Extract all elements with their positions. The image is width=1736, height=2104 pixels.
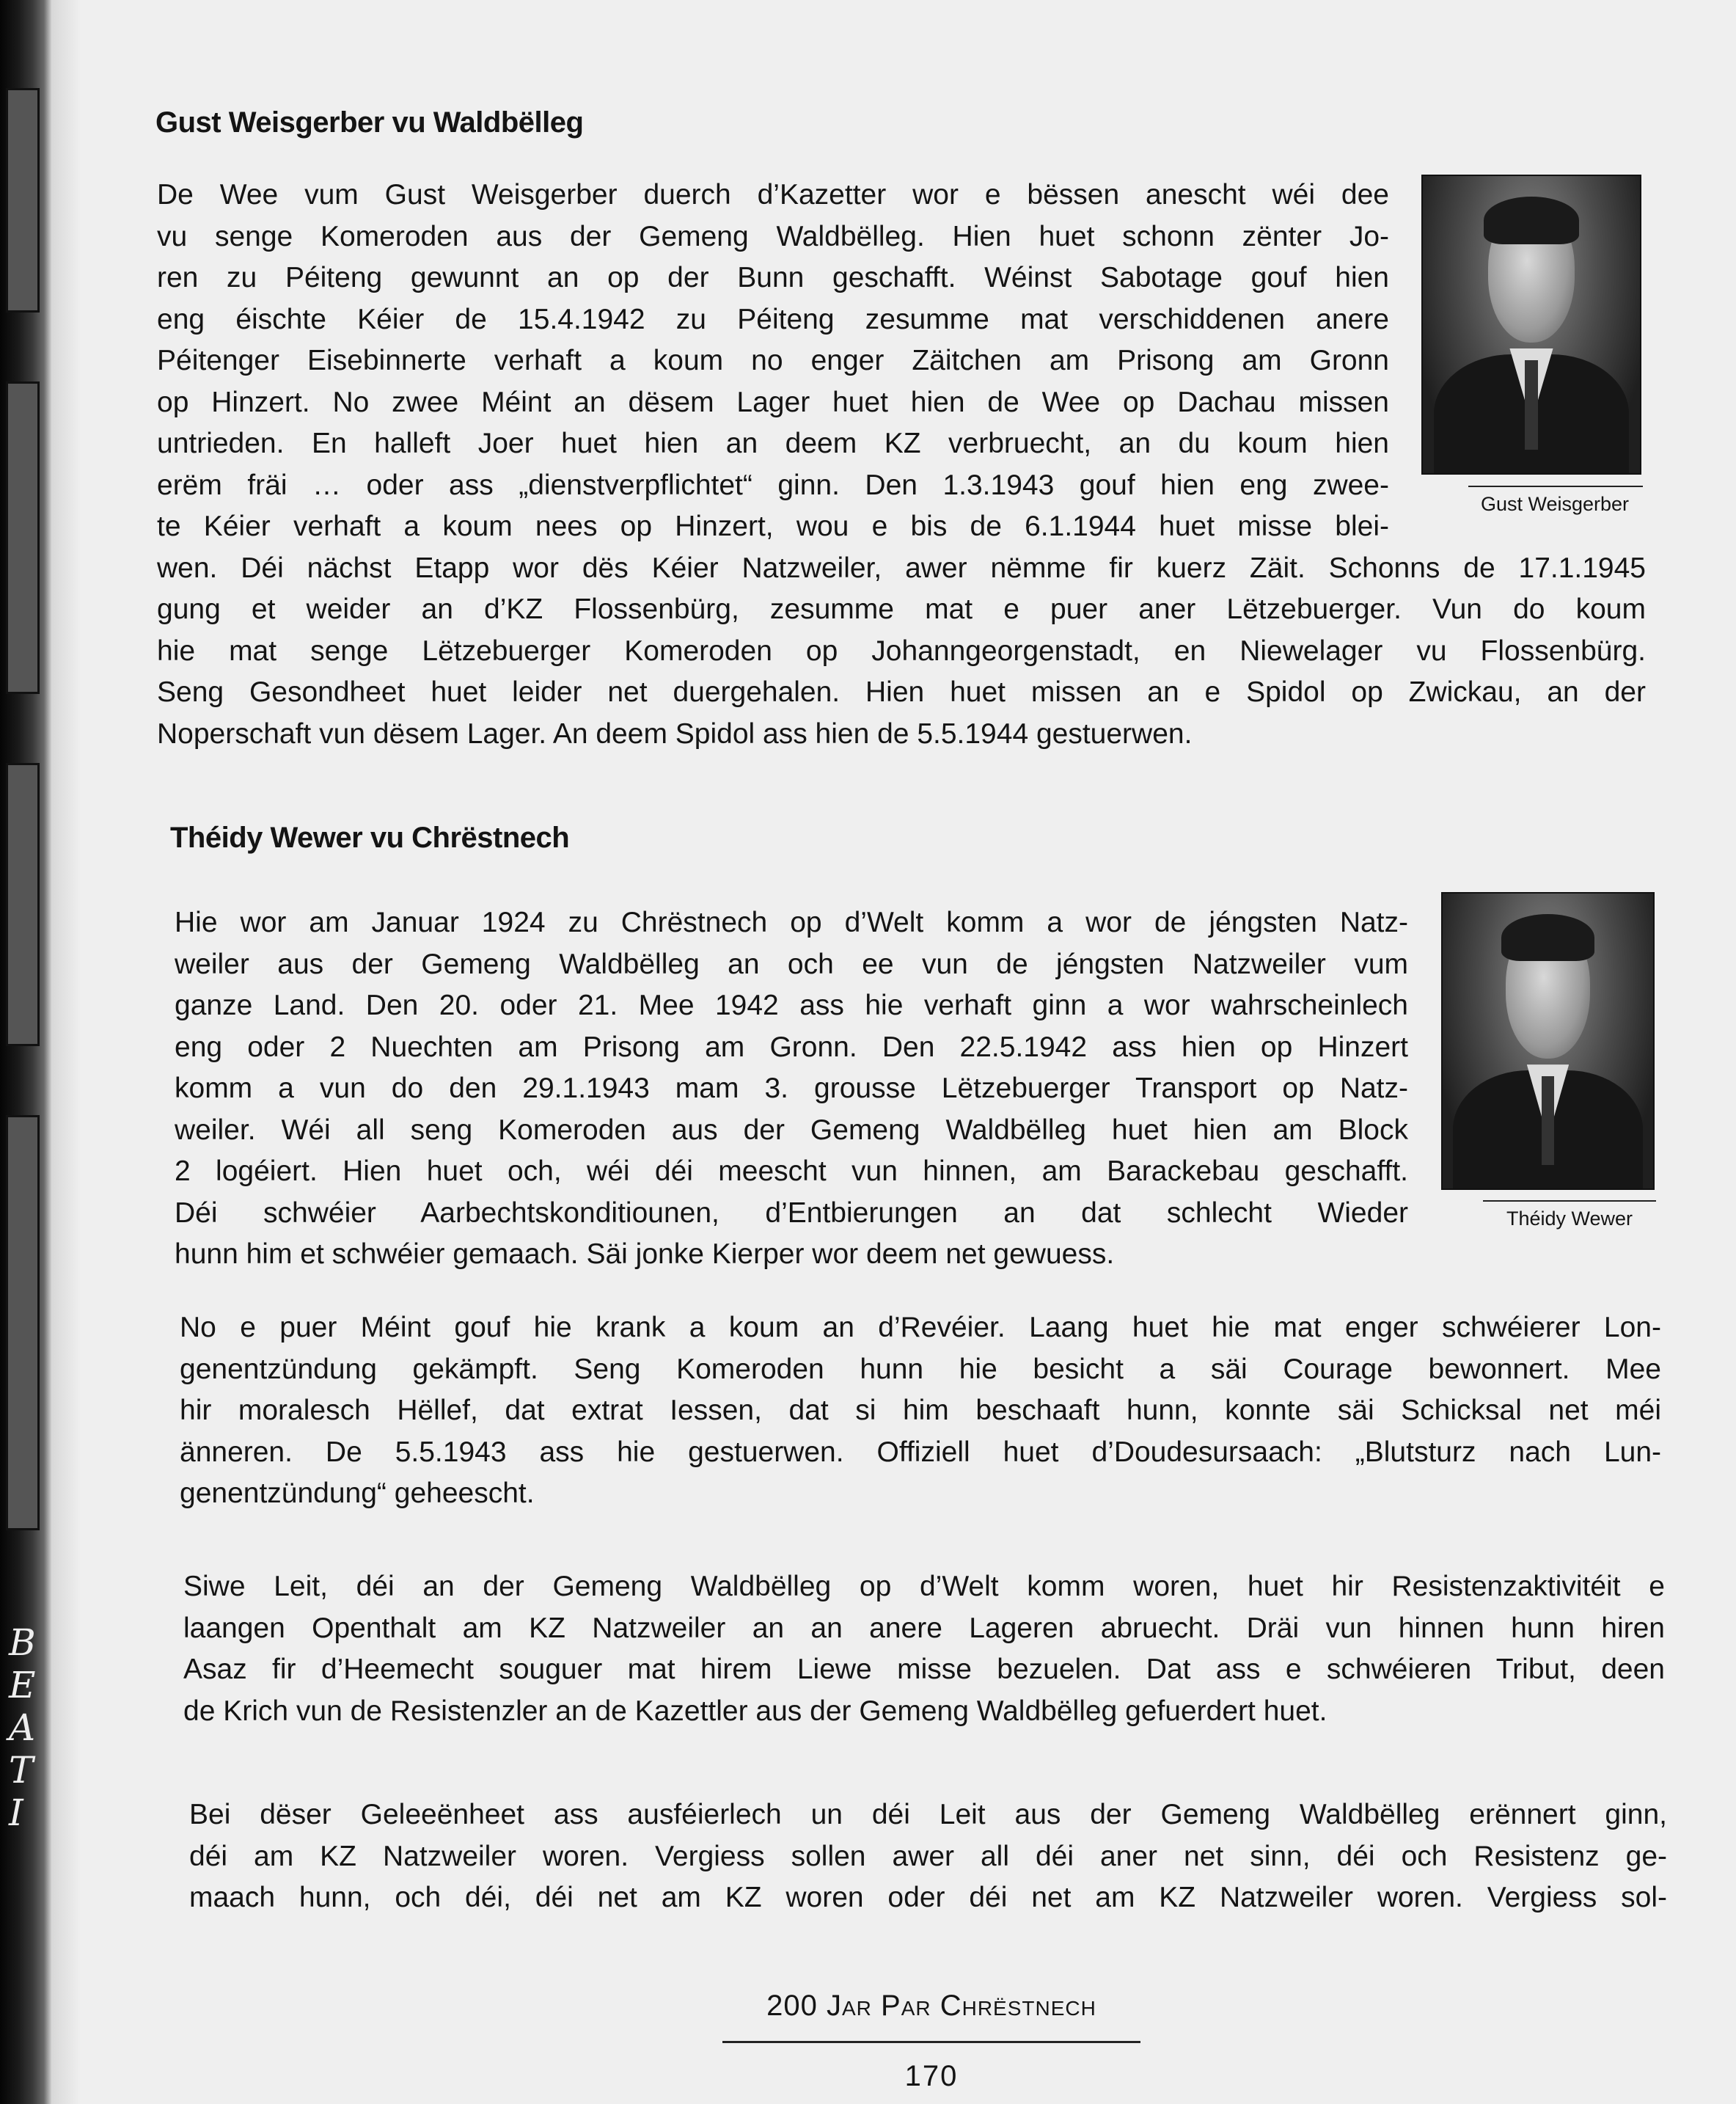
text-line: untrieden. En halleft Joer huet hien an deem KZ verbruecht, an du koum hien — [157, 428, 1389, 459]
text-line: genentzündung“ geheescht. — [180, 1477, 535, 1509]
paragraph-illness — [180, 1307, 1661, 1515]
text-line: op Hinzert. No zwee Méint an dësem Lager huet hien de Wee op Dachau missen — [157, 386, 1389, 418]
text-line: wen. Déi nächst Etapp wor dës Kéier Natzweiler, awer nëmme fir kuerz Zäit. Schonns de 17.1.1945 — [157, 552, 1646, 584]
footer-rule — [722, 2041, 1140, 2043]
glass-letter: E — [9, 1664, 36, 1706]
text-line: Seng Gesondheet huet leider net duergehalen. Hien huet missen an e Spidol op Zwickau, an der — [157, 676, 1646, 708]
text-line: Siwe Leit, déi an der Gemeng Waldbëlleg op d’Welt komm woren, huet hir Resistenzaktivitéit e — [183, 1571, 1665, 1602]
caption-rule — [1483, 1200, 1656, 1202]
text-line: änneren. De 5.5.1943 ass hie gestuerwen. Offiziell huet d’Doudesursaach: „Blutsturz nach Lun- — [180, 1436, 1661, 1468]
portrait-photo-gust-weisgerber — [1421, 175, 1641, 475]
stained-glass-margin — [0, 0, 51, 2104]
glass-pane — [6, 1115, 40, 1530]
text-line: Noperschaft vun dësem Lager. An deem Spidol ass hien de 5.5.1944 gestuerwen. — [157, 717, 1193, 750]
paragraph-seven-people — [183, 1566, 1665, 1732]
running-footer-title: 200 Jar Par Chrëstnech — [766, 1990, 1096, 2022]
text-line: gung et weider an d’KZ Flossenbürg, zesumme mat e puer aner Lëtzebuerger. Vun do koum — [157, 593, 1646, 625]
text-line: hir moralesch Hëllef, dat extrat Iessen, dat si him beschaaft hunn, konnte säi Schicksal net méi — [180, 1395, 1661, 1426]
glass-pane — [6, 763, 40, 1046]
text-line: laangen Openthalt am KZ Natzweiler an an anere Lageren abruecht. Dräi vun hinnen hunn hiren — [183, 1612, 1665, 1644]
glass-letter: T — [9, 1749, 34, 1791]
caption-rule — [1468, 486, 1643, 487]
text-line: No e puer Méint gouf hie krank a koum an d’Revéier. Laang huet hie mat enger schwéierer Lon- — [180, 1312, 1661, 1343]
text-line: weiler. Wéi all seng Komeroden aus der Gemeng Waldbëlleg huet hien am Block — [175, 1114, 1408, 1146]
text-line: genentzündung gekämpft. Seng Komeroden hunn hie besicht a säi Courage bewonnert. Mee — [180, 1353, 1661, 1385]
glass-pane — [6, 381, 40, 694]
glass-letter: A — [9, 1706, 36, 1749]
paragraph-theidy-wewer — [175, 902, 1408, 1276]
text-line: weiler aus der Gemeng Waldbëlleg an och ee vun de jéngsten Natzweiler vum — [175, 948, 1408, 980]
page-number: 170 — [904, 2060, 959, 2092]
text-line: Hie wor am Januar 1924 zu Chrëstnech op d’Welt komm a wor de jéngsten Natz- — [175, 907, 1408, 938]
text-line: Déi schwéier Aarbechtskonditiounen, d’Entbierungen an dat schlecht Wieder — [175, 1197, 1408, 1229]
text-line: erëm fräi … oder ass „dienstverpflichtet“ ginn. Den 1.3.1943 gouf hien eng zwee- — [157, 469, 1389, 501]
photo-caption: Théidy Wewer — [1506, 1208, 1633, 1230]
glass-lettering — [9, 1621, 38, 1834]
text-line: te Kéier verhaft a koum nees op Hinzert, wou e bis de 6.1.1944 huet misse blei- — [157, 511, 1389, 542]
section-heading-theidy-wewer: Théidy Wewer vu Chrëstnech — [170, 822, 570, 854]
portrait-photo-theidy-wewer — [1441, 892, 1655, 1190]
text-line: Péitenger Eisebinnerte verhaft a koum no enger Zäitchen am Prisong am Gronn — [157, 345, 1389, 376]
paragraph-remembrance — [189, 1794, 1667, 1919]
glass-pane — [6, 88, 40, 313]
photo-caption: Gust Weisgerber — [1480, 493, 1630, 515]
text-line: ganze Land. Den 20. oder 21. Mee 1942 ass hie verhaft ginn a wor wahrscheinlech — [175, 990, 1408, 1021]
text-line: 2 logéiert. Hien huet och, wéi déi meescht vun hinnen, am Barackebau geschafft. — [175, 1155, 1408, 1187]
text-line: maach hunn, och déi, déi net am KZ woren oder déi net am KZ Natzweiler woren. Vergiess sol- — [189, 1882, 1667, 1913]
text-line: eng éischte Kéier de 15.4.1942 zu Péiteng zesumme mat verschiddenen anere — [157, 303, 1389, 335]
text-line: Asaz fir d’Heemecht souguer mat hirem Liewe misse bezuelen. Dat ass e schwéieren Tribut, deen — [183, 1654, 1665, 1685]
text-line: ren zu Péiteng gewunnt an op der Bunn geschafft. Wéinst Sabotage gouf hien — [157, 262, 1389, 293]
section-heading-gust-weisgerber: Gust Weisgerber vu Waldbëlleg — [155, 106, 584, 139]
text-line: De Wee vum Gust Weisgerber duerch d’Kazetter wor e bëssen anescht wéi dee — [157, 179, 1389, 211]
page-gutter-shadow — [51, 0, 81, 2104]
text-line: déi am KZ Natzweiler woren. Vergiess sollen awer all déi aner net sinn, déi och Resistenz ge- — [189, 1840, 1667, 1872]
text-line: komm a vun do den 29.1.1943 mam 3. grousse Lëtzebuerger Transport op Natz- — [175, 1073, 1408, 1104]
text-line: eng oder 2 Nuechten am Prisong am Gronn. Den 22.5.1942 ass hien op Hinzert — [175, 1031, 1408, 1063]
text-line: hunn him et schwéier gemaach. Säi jonke Kierper wor deem net gewuess. — [175, 1238, 1115, 1270]
text-line: Bei dëser Geleeënheet ass ausféierlech un déi Leit aus der Gemeng Waldbëlleg erënnert ginn, — [189, 1799, 1667, 1830]
glass-letter: B — [9, 1621, 36, 1664]
text-line: vu senge Komeroden aus der Gemeng Waldbëlleg. Hien huet schonn zënter Jo- — [157, 220, 1389, 252]
glass-letter: I — [9, 1791, 23, 1834]
text-line: de Krich vun de Resistenzler an de Kazettler aus der Gemeng Waldbëlleg gefuerdert huet. — [183, 1695, 1327, 1727]
text-line: hie mat senge Lëtzebuerger Komeroden op Johanngeorgenstadt, en Niewelager vu Flossenbürg. — [157, 635, 1646, 667]
